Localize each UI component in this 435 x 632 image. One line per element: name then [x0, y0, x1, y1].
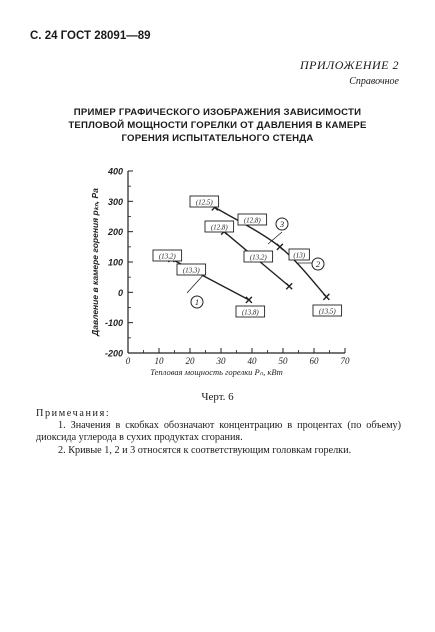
curve-number-2: 2 [315, 259, 321, 270]
note-item-1: 1. Значения в скобках обозначают концентрацию в процентах (по объему) диоксида углерода в сухих продуктах сгорания. [36, 420, 401, 444]
x-tick-label: 40 [247, 356, 257, 366]
appendix-title: ПРИЛОЖЕНИЕ 2 [300, 58, 399, 72]
annotation-b: (12,8) [243, 216, 261, 225]
leader-line [268, 232, 282, 244]
x-axis-label: Тепловая мощность горелки Pₙ, кВт [150, 367, 283, 377]
title-line-2: ТЕПЛОВОЙ МОЩНОСТИ ГОРЕЛКИ ОТ ДАВЛЕНИЯ В КАМЕРЕ [68, 120, 367, 131]
y-axis-label: Давление в камере горения pₖₙ, Pa [90, 188, 100, 336]
curve-number-3: 3 [279, 219, 285, 230]
title-line-3: ГОРЕНИЯ ИСПЫТАТЕЛЬНОГО СТЕНДА [121, 133, 314, 144]
x-tick-label: 30 [216, 356, 226, 366]
y-tick-label: 400 [107, 166, 123, 177]
y-tick-label: 300 [107, 196, 123, 207]
page-header: С. 24 ГОСТ 28091—89 [30, 30, 151, 42]
notes-section [36, 408, 401, 457]
y-tick-label: -200 [104, 348, 123, 359]
x-tick-label: 60 [309, 356, 319, 366]
title-line-1: ПРИМЕР ГРАФИЧЕСКОГО ИЗОБРАЖЕНИЯ ЗАВИСИМОСТИ [73, 107, 362, 118]
point-label-2-b: (13,2) [249, 253, 267, 262]
notes-heading: Примечания: [36, 408, 111, 419]
y-tick-label: -100 [104, 318, 123, 329]
point-label-1-b: (13,8) [241, 308, 259, 317]
annotation-c: (13) [293, 251, 306, 260]
y-tick-label: 200 [107, 227, 123, 238]
x-tick-label: 0 [125, 356, 131, 366]
y-tick-label: 0 [117, 287, 123, 298]
curve-number-1: 1 [194, 297, 200, 308]
y-tick-label: 100 [107, 257, 123, 268]
figure-caption: Черт. 6 [201, 391, 234, 403]
x-tick-label: 50 [278, 356, 288, 366]
x-tick-label: 20 [185, 356, 195, 366]
point-label-2-a: (12,5) [195, 198, 213, 207]
x-tick-label: 10 [154, 356, 164, 366]
point-label-1-a: (13,2) [158, 252, 176, 261]
appendix-subtitle: Справочное [349, 76, 399, 87]
note-item-2: 2. Кривые 1, 2 и 3 относятся к соответствующим головкам горелки. [58, 444, 352, 456]
x-tick-label: 70 [340, 356, 350, 366]
point-label-3-a: (12,8) [210, 223, 228, 232]
point-label-2-c: (13,5) [318, 307, 336, 316]
annotation-a: (13,3) [182, 266, 200, 275]
